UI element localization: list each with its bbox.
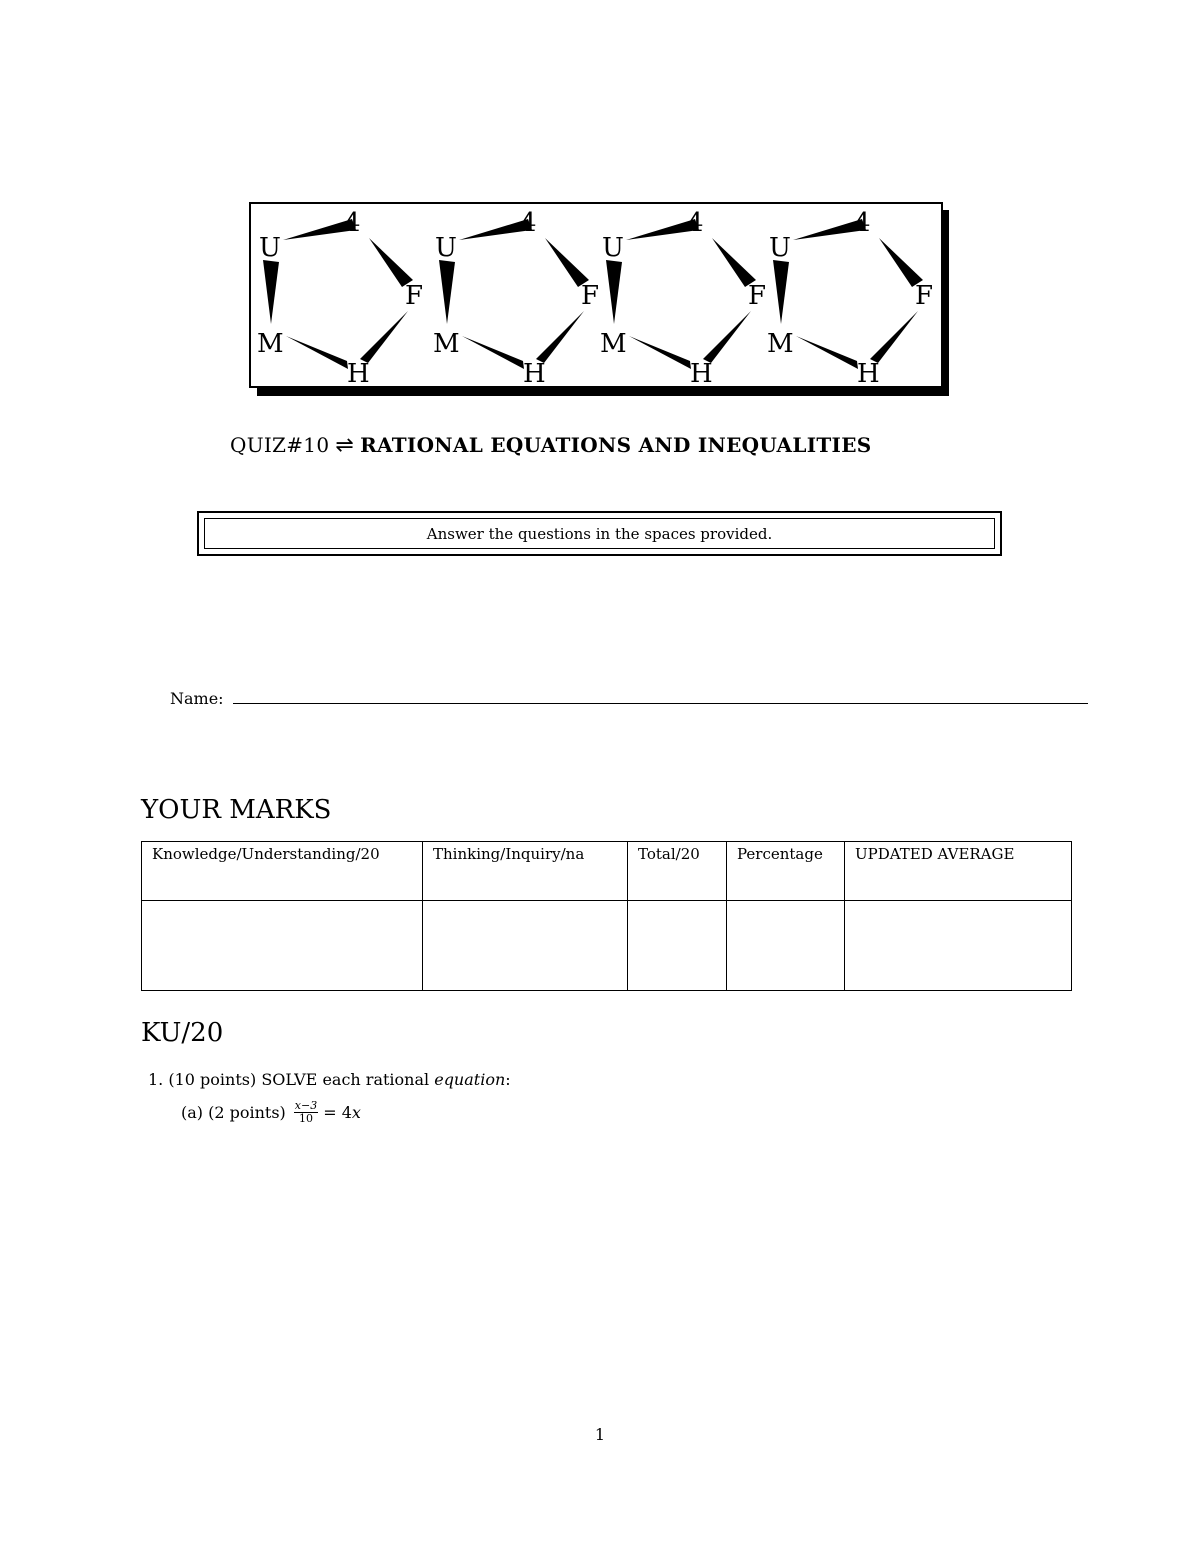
- logo-pentagon-1: [257, 208, 423, 389]
- quiz-number: QUIZ#10: [230, 433, 330, 457]
- knowledge-mark-cell[interactable]: [142, 900, 423, 990]
- ku-heading: KU/20: [141, 1018, 224, 1048]
- ufm-logo: [249, 202, 949, 396]
- percentage-cell[interactable]: [727, 900, 845, 990]
- fraction-numerator: x−3: [294, 1099, 318, 1112]
- equation-equals: = 4: [323, 1102, 352, 1122]
- instructions-text: Answer the questions in the spaces provided.: [204, 518, 995, 549]
- logo-graphic: [249, 202, 949, 396]
- question-1-number: 1.: [148, 1070, 164, 1089]
- question-1a: [181, 1100, 361, 1124]
- total-mark-cell[interactable]: [628, 900, 727, 990]
- marks-table: [141, 841, 1072, 991]
- thinking-mark-cell[interactable]: [423, 900, 628, 990]
- marks-header-row: [142, 842, 1072, 901]
- question-1a-label: (a) (2 points): [181, 1102, 286, 1122]
- name-field[interactable]: [233, 703, 1088, 704]
- col-total: Total/20: [628, 842, 727, 901]
- page-number: 1: [594, 1425, 606, 1444]
- name-row: [170, 689, 1088, 709]
- col-updated-average: UPDATED AVERAGE: [845, 842, 1072, 901]
- question-1-emphasis: equation: [434, 1070, 506, 1089]
- question-1-text: (10 points) SOLVE each rational: [168, 1070, 430, 1089]
- col-knowledge: Knowledge/Understanding/20: [142, 842, 423, 901]
- logo-pentagon-4: [767, 208, 933, 389]
- marks-value-row: [142, 900, 1072, 990]
- equation-variable: x: [351, 1102, 361, 1122]
- equation-rhs: [323, 1103, 361, 1122]
- name-label: Name:: [170, 689, 224, 708]
- question-1-colon: :: [505, 1070, 511, 1089]
- logo-pentagon-2: [433, 208, 599, 389]
- logo-pentagon-3: [600, 208, 766, 389]
- equilibrium-arrow-icon: ⇌: [335, 433, 355, 458]
- your-marks-heading: YOUR MARKS: [141, 795, 332, 825]
- col-thinking: Thinking/Inquiry/na: [423, 842, 628, 901]
- equation-fraction: [294, 1100, 318, 1124]
- instructions-box: [197, 511, 1002, 556]
- quiz-topic: RATIONAL EQUATIONS AND INEQUALITIES: [360, 433, 872, 457]
- quiz-title: [230, 433, 871, 458]
- updated-average-cell[interactable]: [845, 900, 1072, 990]
- fraction-denominator: 10: [299, 1111, 313, 1125]
- col-percentage: Percentage: [727, 842, 845, 901]
- question-1: [148, 1070, 511, 1089]
